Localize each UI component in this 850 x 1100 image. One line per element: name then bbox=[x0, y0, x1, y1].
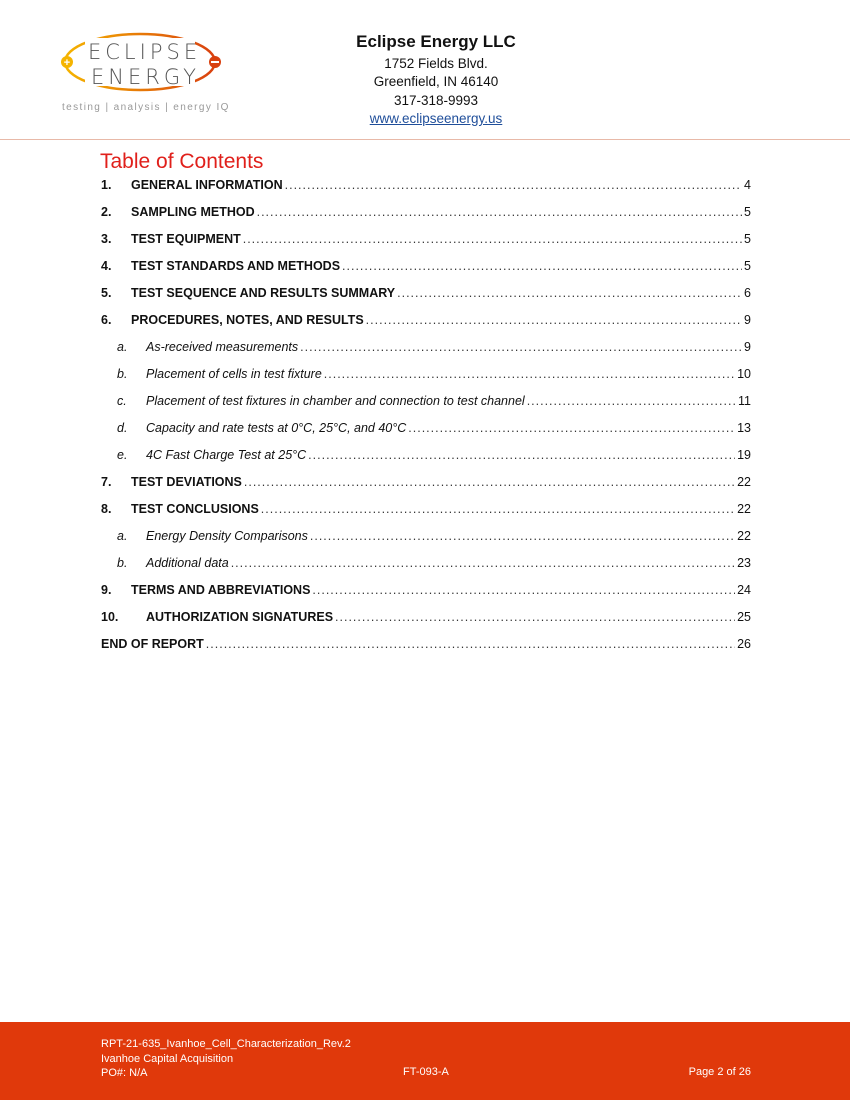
toc-entry-page: 25 bbox=[737, 610, 751, 624]
toc-leader-dots bbox=[285, 178, 742, 192]
toc-entry-page: 22 bbox=[737, 529, 751, 543]
toc-entry[interactable] bbox=[101, 178, 751, 205]
toc-entry-label: TEST STANDARDS AND METHODS bbox=[131, 259, 341, 273]
toc-leader-dots bbox=[231, 556, 735, 570]
toc-entry-label: GENERAL INFORMATION bbox=[131, 178, 283, 192]
toc-entry-number: 5. bbox=[101, 286, 112, 300]
toc-entry-number: 8. bbox=[101, 502, 112, 516]
toc-entry[interactable] bbox=[101, 421, 751, 448]
footer-client: Ivanhoe Capital Acquisition bbox=[101, 1052, 234, 1065]
toc-leader-dots bbox=[312, 583, 735, 597]
company-info bbox=[300, 33, 572, 129]
logo-tagline: testing | analysis | energy IQ bbox=[62, 102, 230, 113]
toc-entry[interactable] bbox=[101, 205, 751, 232]
toc-leader-dots bbox=[310, 529, 735, 543]
toc-entry[interactable] bbox=[101, 313, 751, 340]
toc-leader-dots bbox=[308, 448, 735, 462]
toc-entry-label: TEST EQUIPMENT bbox=[131, 232, 241, 246]
toc-leader-dots bbox=[527, 394, 736, 408]
toc-entry-number: 10. bbox=[101, 610, 119, 624]
toc-leader-dots bbox=[206, 637, 735, 651]
toc-leader-dots bbox=[300, 340, 742, 354]
toc-entry-label: TEST DEVIATIONS bbox=[131, 475, 242, 489]
toc-leader-dots bbox=[366, 313, 742, 327]
toc-entry-page: 22 bbox=[737, 502, 751, 516]
toc-entry-label: 4C Fast Charge Test at 25°C bbox=[146, 448, 307, 462]
toc-entry-number: 6. bbox=[101, 313, 112, 327]
table-of-contents bbox=[101, 178, 751, 664]
toc-leader-dots bbox=[243, 232, 742, 246]
toc-entry-label: Placement of cells in test fixture bbox=[146, 367, 322, 381]
phone: 317-318-9993 bbox=[393, 92, 479, 108]
toc-entry[interactable] bbox=[101, 529, 751, 556]
svg-text:ENERGY: ENERGY bbox=[91, 65, 200, 89]
toc-entry[interactable] bbox=[101, 502, 751, 529]
toc-entry-page: 9 bbox=[744, 340, 751, 354]
toc-entry-label: END OF REPORT bbox=[101, 637, 204, 651]
toc-entry-page: 26 bbox=[737, 637, 751, 651]
toc-entry-page: 5 bbox=[744, 205, 751, 219]
toc-entry-number: e. bbox=[117, 448, 128, 462]
toc-entry[interactable] bbox=[101, 259, 751, 286]
toc-entry-label: SAMPLING METHOD bbox=[131, 205, 255, 219]
toc-leader-dots bbox=[335, 610, 735, 624]
toc-entry-number: 1. bbox=[101, 178, 112, 192]
svg-text:ECLIPSE: ECLIPSE bbox=[88, 40, 202, 64]
toc-entry-label: TERMS AND ABBREVIATIONS bbox=[131, 583, 311, 597]
toc-entry-number: b. bbox=[117, 556, 128, 570]
toc-entry-number: a. bbox=[117, 529, 128, 543]
toc-entry-page: 24 bbox=[737, 583, 751, 597]
toc-leader-dots bbox=[244, 475, 735, 489]
toc-entry-page: 6 bbox=[744, 286, 751, 300]
svg-text:+: + bbox=[63, 57, 71, 69]
toc-entry-label: AUTHORIZATION SIGNATURES bbox=[146, 610, 334, 624]
toc-entry-label: Capacity and rate tests at 0°C, 25°C, and 40°C bbox=[146, 421, 407, 435]
toc-leader-dots bbox=[324, 367, 735, 381]
toc-entry-label: TEST CONCLUSIONS bbox=[131, 502, 259, 516]
header-divider bbox=[0, 139, 850, 140]
toc-entry-label: Energy Density Comparisons bbox=[146, 529, 308, 543]
toc-entry-page: 5 bbox=[744, 232, 751, 246]
footer-form-id: FT-093-A bbox=[403, 1066, 449, 1078]
footer-po: PO#: N/A bbox=[101, 1067, 148, 1079]
toc-entry-number: 3. bbox=[101, 232, 112, 246]
toc-entry-number: d. bbox=[117, 421, 128, 435]
toc-entry-page: 9 bbox=[744, 313, 751, 327]
toc-entry[interactable] bbox=[101, 637, 751, 664]
toc-entry-page: 22 bbox=[737, 475, 751, 489]
toc-entry[interactable] bbox=[101, 286, 751, 313]
toc-entry-number: c. bbox=[117, 394, 127, 408]
toc-entry-number: 2. bbox=[101, 205, 112, 219]
toc-entry[interactable] bbox=[101, 232, 751, 259]
footer-page-number: Page 2 of 26 bbox=[688, 1066, 751, 1078]
toc-entry-label: Additional data bbox=[146, 556, 229, 570]
toc-entry[interactable] bbox=[101, 367, 751, 394]
toc-entry-number: 7. bbox=[101, 475, 112, 489]
toc-entry-number: a. bbox=[117, 340, 128, 354]
toc-entry-number: 9. bbox=[101, 583, 112, 597]
toc-entry[interactable] bbox=[101, 340, 751, 367]
address-line-1: 1752 Fields Blvd. bbox=[384, 55, 488, 71]
toc-entry[interactable] bbox=[101, 394, 751, 421]
toc-entry-page: 4 bbox=[744, 178, 751, 192]
toc-leader-dots bbox=[397, 286, 742, 300]
toc-entry-page: 11 bbox=[738, 394, 751, 408]
toc-leader-dots bbox=[342, 259, 742, 273]
toc-entry[interactable] bbox=[101, 475, 751, 502]
footer bbox=[0, 1022, 850, 1100]
toc-entry-label: Placement of test fixtures in chamber and connection to test channel bbox=[146, 394, 525, 408]
toc-entry[interactable] bbox=[101, 583, 751, 610]
website-link[interactable]: www.eclipseenergy.us bbox=[369, 111, 503, 126]
address-line-2: Greenfield, IN 46140 bbox=[373, 74, 499, 89]
toc-entry[interactable] bbox=[101, 610, 751, 637]
page-title: Table of Contents bbox=[100, 150, 264, 173]
toc-entry-page: 13 bbox=[737, 421, 751, 435]
toc-entry-page: 19 bbox=[737, 448, 751, 462]
toc-leader-dots bbox=[257, 205, 742, 219]
footer-doc-id: RPT-21-635_Ivanhoe_Cell_Characterization_Rev.2 bbox=[101, 1038, 351, 1050]
toc-entry-page: 10 bbox=[737, 367, 751, 381]
toc-entry-page: 5 bbox=[744, 259, 751, 273]
toc-entry-number: 4. bbox=[101, 259, 112, 273]
toc-entry-label: TEST SEQUENCE AND RESULTS SUMMARY bbox=[131, 286, 396, 300]
toc-entry-label: PROCEDURES, NOTES, AND RESULTS bbox=[131, 313, 364, 327]
toc-entry-label: As-received measurements bbox=[146, 340, 299, 354]
toc-leader-dots bbox=[261, 502, 735, 516]
toc-leader-dots bbox=[408, 421, 735, 435]
toc-entry-number: b. bbox=[117, 367, 128, 381]
toc-entry[interactable] bbox=[101, 448, 751, 475]
company-name: Eclipse Energy LLC bbox=[356, 32, 516, 51]
toc-entry-page: 23 bbox=[737, 556, 751, 570]
toc-entry[interactable] bbox=[101, 556, 751, 583]
